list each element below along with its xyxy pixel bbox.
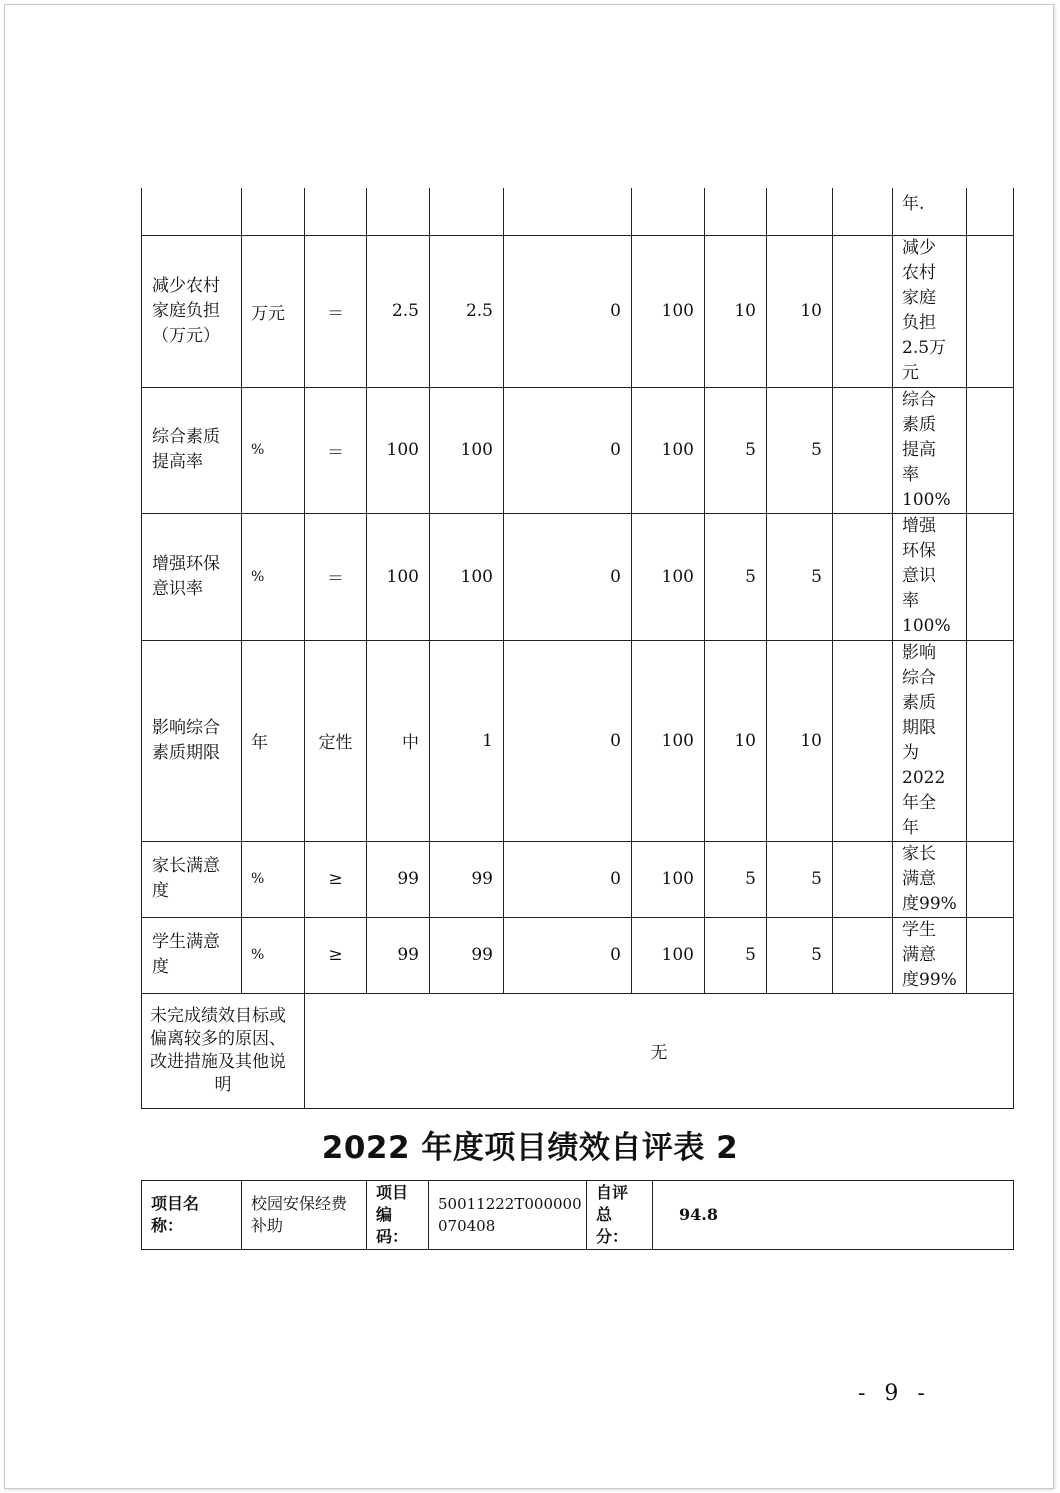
indicator-weight: 10 <box>705 640 767 841</box>
indicator-operator: ＝ <box>305 513 367 640</box>
section-title: 2022 年度项目绩效自评表 2 <box>321 1130 739 1166</box>
indicator-weight: 5 <box>705 841 767 917</box>
indicator-col7: 100 <box>632 513 705 640</box>
indicator-actual: 100 <box>430 513 504 640</box>
indicator-col6: 0 <box>504 841 632 917</box>
indicator-name: 家长满意 度 <box>142 841 242 917</box>
footer-value: 无 <box>305 993 1014 1108</box>
indicator-col6: 0 <box>504 235 632 387</box>
indicator-unit: 万元 <box>242 235 305 387</box>
indicator-weight: 5 <box>705 513 767 640</box>
indicator-score: 10 <box>767 235 833 387</box>
indicator-unit: % <box>242 917 305 993</box>
table-row <box>142 235 1014 387</box>
table-row <box>142 841 1014 917</box>
indicator-name: 增强环保 意识率 <box>142 513 242 640</box>
indicator-actual: 100 <box>430 387 504 513</box>
indicator-actual: 1 <box>430 640 504 841</box>
indicator-weight: 5 <box>705 387 767 513</box>
indicator-unit: % <box>242 513 305 640</box>
indicator-actual: 99 <box>430 841 504 917</box>
indicator-col7: 100 <box>632 640 705 841</box>
indicator-name: 学生满意 度 <box>142 917 242 993</box>
indicator-name: 减少农村 家庭负担 （万元） <box>142 235 242 387</box>
performance-indicator-table <box>141 188 1014 1109</box>
table-row <box>142 917 1014 993</box>
indicator-operator: 定性 <box>305 640 367 841</box>
page-number: - 9 - <box>858 1381 931 1406</box>
indicator-name: 综合素质 提高率 <box>142 387 242 513</box>
indicator-unit: % <box>242 841 305 917</box>
indicator-score: 5 <box>767 513 833 640</box>
indicator-description: 家长 满意 度99% <box>893 841 967 917</box>
indicator-target: 99 <box>367 841 430 917</box>
indicator-col7: 100 <box>632 841 705 917</box>
indicator-col6: 0 <box>504 917 632 993</box>
table-row-carryover <box>142 188 1014 235</box>
indicator-description: 影响 综合 素质 期限 为 2022 年全 年 <box>893 640 967 841</box>
indicator-col7: 100 <box>632 387 705 513</box>
self-score-label: 自评 总 分： <box>587 1181 653 1250</box>
indicator-operator: ＝ <box>305 235 367 387</box>
indicator-col7: 100 <box>632 235 705 387</box>
indicator-operator: ＝ <box>305 387 367 513</box>
project-code-label: 项目 编 码： <box>367 1181 429 1250</box>
indicator-target: 中 <box>367 640 430 841</box>
table-row <box>142 513 1014 640</box>
indicator-operator: ≥ <box>305 917 367 993</box>
indicator-target: 2.5 <box>367 235 430 387</box>
carryover-description: 年. <box>893 188 967 235</box>
indicator-score: 5 <box>767 387 833 513</box>
indicator-score: 5 <box>767 917 833 993</box>
indicator-description: 综合 素质 提高 率 100% <box>893 387 967 513</box>
project-info-table <box>141 1180 1014 1250</box>
indicator-unit: 年 <box>242 640 305 841</box>
indicator-description: 增强 环保 意识 率 100% <box>893 513 967 640</box>
indicator-unit: % <box>242 387 305 513</box>
self-score-value: 94.8 <box>653 1181 1014 1250</box>
indicator-description: 学生 满意 度99% <box>893 917 967 993</box>
indicator-col7: 100 <box>632 917 705 993</box>
indicator-target: 100 <box>367 513 430 640</box>
table-row <box>142 640 1014 841</box>
indicator-score: 5 <box>767 841 833 917</box>
indicator-target: 100 <box>367 387 430 513</box>
indicator-target: 99 <box>367 917 430 993</box>
footer-label: 未完成绩效目标或 偏离较多的原因、 改进措施及其他说 明 <box>142 993 305 1108</box>
indicator-description: 减少 农村 家庭 负担 2.5万 元 <box>893 235 967 387</box>
indicator-weight: 5 <box>705 917 767 993</box>
indicator-col6: 0 <box>504 387 632 513</box>
indicator-weight: 10 <box>705 235 767 387</box>
indicator-name: 影响综合 素质期限 <box>142 640 242 841</box>
indicator-operator: ≥ <box>305 841 367 917</box>
project-code-value: 50011222T000000 070408 <box>429 1181 587 1250</box>
indicator-actual: 2.5 <box>430 235 504 387</box>
indicator-actual: 99 <box>430 917 504 993</box>
project-name-value: 校园安保经费 补助 <box>242 1181 367 1250</box>
indicator-col6: 0 <box>504 513 632 640</box>
indicator-col6: 0 <box>504 640 632 841</box>
project-name-label: 项目名 称： <box>142 1181 242 1250</box>
indicator-score: 10 <box>767 640 833 841</box>
table-row <box>142 387 1014 513</box>
table-row-footer <box>142 993 1014 1108</box>
